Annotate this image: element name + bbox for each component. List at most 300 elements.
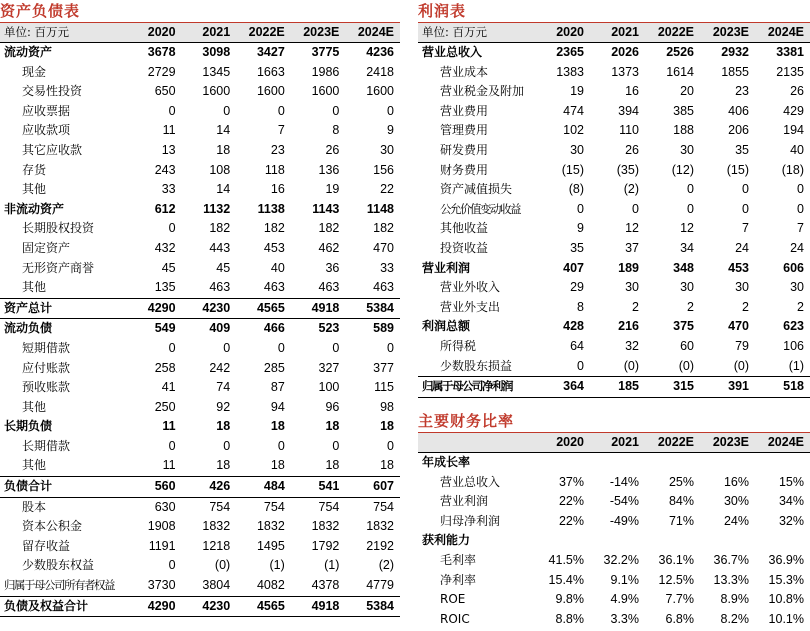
cell-value: 12 bbox=[680, 221, 694, 236]
cell-value: 106 bbox=[783, 338, 804, 353]
cell-value: 1855 bbox=[721, 64, 749, 79]
row-label: 公允价值变动收益 bbox=[440, 201, 520, 216]
row-label: 其他 bbox=[22, 280, 47, 295]
row-label: 其他收益 bbox=[440, 221, 489, 236]
cell-value: 2365 bbox=[556, 45, 584, 59]
table-row bbox=[418, 610, 810, 630]
cell-value: 2729 bbox=[147, 64, 176, 79]
table-row bbox=[0, 219, 400, 239]
cell-value: 0 bbox=[387, 103, 394, 118]
table-row bbox=[0, 63, 400, 83]
table-row bbox=[0, 417, 400, 437]
table-row bbox=[0, 239, 400, 259]
cell-value: 4290 bbox=[127, 298, 182, 319]
cell-value: 15.3% bbox=[768, 572, 804, 587]
row-label: 毛利率 bbox=[440, 552, 477, 567]
cell-value bbox=[590, 453, 645, 473]
table-row bbox=[418, 82, 810, 102]
unit-label: 单位: 百万元 bbox=[0, 23, 127, 43]
row-label: 长期负债 bbox=[4, 419, 53, 434]
cell-value: 3.3% bbox=[610, 611, 639, 626]
cell-value: (1) bbox=[788, 358, 804, 373]
table-row bbox=[0, 161, 400, 181]
cell-value: (1) bbox=[324, 558, 340, 573]
cell-value: 463 bbox=[263, 280, 285, 295]
cell-value: 4230 bbox=[182, 298, 237, 319]
cell-value: 0 bbox=[277, 103, 285, 118]
cell-value: 136 bbox=[318, 162, 340, 177]
cell-value: 40 bbox=[270, 260, 285, 275]
cell-value: 1832 bbox=[256, 519, 285, 534]
row-label: 应收款项 bbox=[22, 123, 71, 138]
cell-value: 24 bbox=[790, 240, 804, 255]
year-header: 2024E bbox=[755, 23, 810, 43]
balance-sheet-title: 资产负债表 bbox=[0, 0, 400, 23]
cell-value: 0 bbox=[168, 438, 176, 453]
row-label: 管理费用 bbox=[440, 123, 489, 138]
cell-value: 115 bbox=[374, 380, 394, 395]
cell-value: (2) bbox=[378, 558, 394, 573]
cell-value: 11 bbox=[162, 419, 176, 434]
table-row bbox=[0, 537, 400, 557]
cell-value: 26 bbox=[325, 142, 340, 157]
row-label: 应收票据 bbox=[22, 103, 71, 118]
cell-value: (12) bbox=[671, 162, 694, 177]
year-header: 2023E bbox=[700, 23, 755, 43]
row-label: 流动负债 bbox=[0, 319, 127, 339]
cell-value: 8.2% bbox=[720, 611, 749, 626]
financial-ratios-header-row bbox=[418, 433, 810, 453]
table-row bbox=[0, 497, 400, 517]
cell-value: 9 bbox=[577, 221, 584, 236]
row-label: 股本 bbox=[0, 497, 127, 517]
cell-value: 470 bbox=[728, 319, 749, 334]
cell-value: 16% bbox=[723, 474, 749, 489]
cell-value bbox=[645, 453, 700, 473]
row-label: 营业外收入 bbox=[440, 280, 501, 295]
cell-value: 0 bbox=[332, 103, 340, 118]
cell-value: (15) bbox=[726, 162, 749, 177]
cell-value: 0 bbox=[223, 340, 231, 355]
cell-value: 1986 bbox=[311, 64, 340, 79]
cell-value: 36.7% bbox=[713, 552, 749, 567]
cell-value: 2418 bbox=[366, 64, 394, 79]
cell-value: 443 bbox=[209, 240, 231, 255]
cell-value: 0 bbox=[387, 438, 394, 453]
cell-value: -54% bbox=[609, 494, 639, 509]
financial-ratios-panel bbox=[418, 410, 810, 629]
cell-value: 4378 bbox=[311, 578, 340, 593]
cell-value: 4565 bbox=[236, 298, 291, 319]
cell-value: 377 bbox=[373, 360, 394, 375]
cell-value: 375 bbox=[673, 319, 694, 334]
cell-value: 20 bbox=[680, 84, 694, 99]
cell-value: 4236 bbox=[366, 45, 394, 59]
cell-value: 79 bbox=[735, 338, 749, 353]
table-row bbox=[0, 298, 400, 319]
cell-value: 36 bbox=[325, 260, 340, 275]
cell-value: 541 bbox=[291, 477, 346, 498]
cell-value bbox=[755, 531, 810, 551]
table-row bbox=[418, 63, 810, 83]
cell-value: 3804 bbox=[202, 578, 231, 593]
cell-value: 23 bbox=[270, 142, 285, 157]
cell-value: 19 bbox=[570, 84, 584, 99]
row-label: 无形资产商誉 bbox=[22, 260, 95, 275]
cell-value: (8) bbox=[568, 182, 584, 197]
cell-value: 26 bbox=[625, 142, 639, 157]
cell-value: 25% bbox=[668, 474, 694, 489]
cell-value: 0 bbox=[332, 438, 340, 453]
year-header: 2022E bbox=[645, 23, 700, 43]
row-label: 营业外支出 bbox=[440, 299, 501, 314]
cell-value: 18 bbox=[380, 458, 394, 473]
cell-value: 10.8% bbox=[768, 592, 804, 607]
cell-value: 630 bbox=[127, 497, 182, 517]
cell-value: (1) bbox=[269, 558, 285, 573]
cell-value: 0 bbox=[168, 558, 176, 573]
cell-value bbox=[535, 453, 590, 473]
cell-value: 0 bbox=[168, 340, 176, 355]
cell-value: 1600 bbox=[202, 84, 231, 99]
cell-value: 4082 bbox=[256, 578, 285, 593]
cell-value: 1792 bbox=[311, 538, 340, 553]
table-row bbox=[0, 339, 400, 359]
cell-value: (35) bbox=[616, 162, 639, 177]
cell-value: 24% bbox=[723, 513, 749, 528]
row-label: 应付账款 bbox=[22, 360, 71, 375]
cell-value bbox=[700, 531, 755, 551]
cell-value: 18 bbox=[380, 419, 394, 434]
cell-value: 549 bbox=[127, 319, 182, 339]
row-label: 预收账款 bbox=[22, 380, 71, 395]
cell-value: 26 bbox=[790, 84, 804, 99]
cell-value: 8 bbox=[332, 123, 340, 138]
cell-value: 7 bbox=[277, 123, 285, 138]
cell-value: 30 bbox=[680, 280, 694, 295]
cell-value: 37% bbox=[558, 474, 584, 489]
cell-value: 1832 bbox=[366, 519, 394, 534]
row-label: 归属于母公司净利润 bbox=[418, 377, 535, 398]
cell-value: 100 bbox=[318, 380, 340, 395]
cell-value: 1832 bbox=[202, 519, 231, 534]
row-label: 净利率 bbox=[440, 572, 477, 587]
cell-value: 1614 bbox=[666, 64, 694, 79]
table-row bbox=[0, 180, 400, 200]
cell-value: 0 bbox=[168, 103, 176, 118]
cell-value: 606 bbox=[783, 260, 804, 275]
cell-value: 0 bbox=[332, 340, 340, 355]
row-label: 资本公积金 bbox=[22, 519, 83, 534]
table-row bbox=[418, 121, 810, 141]
year-header: 2020 bbox=[535, 433, 590, 453]
income-statement-panel bbox=[418, 0, 810, 398]
cell-value: 2 bbox=[632, 299, 639, 314]
table-row bbox=[418, 571, 810, 591]
cell-value: 0 bbox=[742, 182, 749, 197]
income-statement-table bbox=[418, 23, 810, 398]
row-label: ROIC bbox=[440, 611, 470, 626]
cell-value: 364 bbox=[535, 377, 590, 398]
cell-value: 11 bbox=[162, 458, 176, 473]
balance-sheet-header-row bbox=[0, 23, 400, 43]
cell-value: 0 bbox=[277, 340, 285, 355]
table-row bbox=[418, 298, 810, 318]
cell-value bbox=[590, 531, 645, 551]
row-label: 归母净利润 bbox=[440, 513, 501, 528]
row-label: 短期借款 bbox=[22, 340, 71, 355]
cell-value: 242 bbox=[209, 360, 231, 375]
cell-value: 7 bbox=[742, 221, 749, 236]
year-header: 2020 bbox=[535, 23, 590, 43]
cell-value: 30% bbox=[723, 494, 749, 509]
cell-value: 4918 bbox=[291, 596, 346, 617]
cell-value: 5384 bbox=[345, 298, 400, 319]
cell-value: 32 bbox=[625, 338, 639, 353]
table-row bbox=[0, 477, 400, 498]
cell-value: 466 bbox=[236, 319, 291, 339]
row-label: 营业总收入 bbox=[440, 474, 501, 489]
cell-value: 22 bbox=[380, 182, 394, 197]
cell-value: 463 bbox=[318, 280, 340, 295]
table-row bbox=[0, 437, 400, 457]
cell-value: 30 bbox=[380, 142, 394, 157]
cell-value: 108 bbox=[209, 162, 231, 177]
cell-value: 429 bbox=[783, 103, 804, 118]
balance-sheet-panel bbox=[0, 0, 400, 617]
row-label: 交易性投资 bbox=[22, 84, 83, 99]
cell-value: 754 bbox=[345, 497, 400, 517]
cell-value: 36.9% bbox=[768, 552, 804, 567]
cell-value: 22% bbox=[558, 513, 584, 528]
header-blank bbox=[418, 433, 535, 453]
cell-value: 589 bbox=[345, 319, 400, 339]
cell-value: 1600 bbox=[311, 84, 340, 99]
cell-value: 3730 bbox=[147, 578, 176, 593]
cell-value: 2 bbox=[742, 299, 749, 314]
cell-value: 13 bbox=[161, 142, 176, 157]
cell-value: 37 bbox=[625, 240, 639, 255]
cell-value: 30 bbox=[790, 280, 804, 295]
cell-value: 623 bbox=[783, 319, 804, 334]
cell-value: 11 bbox=[162, 123, 176, 138]
row-label: 营业成本 bbox=[440, 64, 489, 79]
year-header: 2021 bbox=[590, 23, 645, 43]
cell-value: 7.7% bbox=[665, 592, 694, 607]
row-label: 营业利润 bbox=[422, 260, 471, 275]
cell-value: 2135 bbox=[776, 64, 804, 79]
cell-value: 1383 bbox=[556, 64, 584, 79]
cell-value: 432 bbox=[154, 240, 176, 255]
cell-value: 0 bbox=[168, 221, 176, 236]
table-row bbox=[418, 473, 810, 493]
row-label: 营业利润 bbox=[440, 494, 489, 509]
cell-value: 30 bbox=[570, 142, 584, 157]
unit-label: 单位: 百万元 bbox=[418, 23, 535, 43]
cell-value: 71% bbox=[668, 513, 694, 528]
cell-value: 33 bbox=[380, 260, 394, 275]
cell-value: 182 bbox=[263, 221, 285, 236]
table-row bbox=[0, 200, 400, 220]
year-header: 2023E bbox=[291, 23, 346, 43]
cell-value: 0 bbox=[632, 201, 639, 216]
cell-value: (0) bbox=[214, 558, 231, 573]
cell-value: 60 bbox=[680, 338, 694, 353]
table-row bbox=[0, 596, 400, 617]
table-row bbox=[418, 43, 810, 63]
cell-value: 35 bbox=[570, 240, 584, 255]
table-row bbox=[418, 453, 810, 473]
cell-value: 16 bbox=[270, 182, 285, 197]
cell-value: 250 bbox=[154, 399, 176, 414]
cell-value: 0 bbox=[687, 182, 694, 197]
cell-value: 1373 bbox=[611, 64, 639, 79]
cell-value: 2192 bbox=[366, 538, 394, 553]
cell-value: 110 bbox=[619, 123, 639, 138]
row-label: 营业费用 bbox=[440, 103, 489, 118]
year-header: 2021 bbox=[590, 433, 645, 453]
table-row bbox=[418, 219, 810, 239]
cell-value: 15.4% bbox=[548, 572, 584, 587]
cell-value: 0 bbox=[577, 201, 584, 216]
cell-value: 23 bbox=[735, 84, 749, 99]
cell-value: 118 bbox=[264, 162, 285, 177]
cell-value: 41.5% bbox=[548, 552, 584, 567]
cell-value: 34 bbox=[680, 240, 694, 255]
cell-value: 523 bbox=[291, 319, 346, 339]
year-header: 2024E bbox=[345, 23, 400, 43]
cell-value: 10.1% bbox=[768, 611, 804, 626]
cell-value: 94 bbox=[270, 399, 285, 414]
cell-value: 13.3% bbox=[713, 572, 749, 587]
cell-value: 3678 bbox=[147, 45, 176, 59]
cell-value: 36.1% bbox=[658, 552, 694, 567]
table-row bbox=[418, 102, 810, 122]
cell-value: 3427 bbox=[256, 45, 285, 59]
cell-value: 407 bbox=[563, 260, 584, 275]
cell-value: 32% bbox=[778, 513, 804, 528]
row-label: 负债及权益合计 bbox=[0, 596, 127, 617]
row-label: 非流动资产 bbox=[4, 201, 65, 216]
cell-value: 5384 bbox=[345, 596, 400, 617]
cell-value: 6.8% bbox=[665, 611, 694, 626]
cell-value: 754 bbox=[236, 497, 291, 517]
year-header: 2023E bbox=[700, 433, 755, 453]
row-label: 其他 bbox=[22, 458, 47, 473]
cell-value: 1143 bbox=[312, 201, 340, 216]
table-row bbox=[418, 512, 810, 532]
year-header: 2021 bbox=[182, 23, 237, 43]
cell-value: 188 bbox=[673, 123, 694, 138]
cell-value: (18) bbox=[781, 162, 804, 177]
table-row bbox=[0, 82, 400, 102]
cell-value: 182 bbox=[318, 221, 340, 236]
cell-value: 2 bbox=[797, 299, 804, 314]
cell-value: 285 bbox=[263, 360, 285, 375]
cell-value: 406 bbox=[728, 103, 749, 118]
table-row bbox=[0, 259, 400, 279]
table-row bbox=[0, 102, 400, 122]
cell-value: 2526 bbox=[666, 45, 694, 59]
year-header: 2024E bbox=[755, 433, 810, 453]
cell-value: 1600 bbox=[256, 84, 285, 99]
cell-value: 45 bbox=[216, 260, 231, 275]
cell-value: 9.1% bbox=[610, 572, 639, 587]
cell-value: 1138 bbox=[257, 201, 285, 216]
cell-value: 462 bbox=[318, 240, 340, 255]
table-row bbox=[0, 141, 400, 161]
cell-value: 348 bbox=[673, 260, 694, 275]
income-statement-header-row bbox=[418, 23, 810, 43]
row-label: 研发费用 bbox=[440, 142, 489, 157]
cell-value: 32.2% bbox=[603, 552, 639, 567]
cell-value: 463 bbox=[373, 280, 394, 295]
income-statement-title: 利润表 bbox=[418, 0, 810, 23]
cell-value: 463 bbox=[209, 280, 231, 295]
table-row bbox=[0, 517, 400, 537]
cell-value: 3775 bbox=[311, 45, 340, 59]
row-label: 财务费用 bbox=[440, 162, 489, 177]
cell-value: 182 bbox=[209, 221, 231, 236]
cell-value: 35 bbox=[735, 142, 749, 157]
cell-value: 8 bbox=[577, 299, 584, 314]
cell-value: 518 bbox=[755, 377, 810, 398]
cell-value bbox=[645, 531, 700, 551]
cell-value: 18 bbox=[216, 142, 231, 157]
cell-value: 0 bbox=[577, 358, 584, 373]
cell-value: 9 bbox=[387, 123, 394, 138]
cell-value: 18 bbox=[325, 458, 340, 473]
cell-value: 14 bbox=[216, 123, 231, 138]
balance-sheet-table bbox=[0, 23, 400, 617]
cell-value: 409 bbox=[182, 319, 237, 339]
table-row bbox=[418, 337, 810, 357]
cell-value: 4290 bbox=[127, 596, 182, 617]
cell-value: 315 bbox=[645, 377, 700, 398]
cell-value: 470 bbox=[373, 240, 394, 255]
row-label: 现金 bbox=[22, 64, 47, 79]
table-row bbox=[418, 590, 810, 610]
cell-value: 484 bbox=[236, 477, 291, 498]
cell-value: (0) bbox=[733, 358, 749, 373]
cell-value: 4779 bbox=[366, 578, 394, 593]
cell-value: 1345 bbox=[202, 64, 231, 79]
year-header: 2022E bbox=[645, 433, 700, 453]
cell-value: 453 bbox=[263, 240, 285, 255]
cell-value: 385 bbox=[673, 103, 694, 118]
cell-value: 4918 bbox=[291, 298, 346, 319]
cell-value: 92 bbox=[216, 399, 231, 414]
row-label: 投资收益 bbox=[440, 240, 489, 255]
cell-value: 0 bbox=[797, 201, 804, 216]
row-label: 少数股东损益 bbox=[440, 358, 513, 373]
cell-value: (0) bbox=[678, 358, 694, 373]
cell-value: 14 bbox=[216, 182, 231, 197]
table-row bbox=[418, 180, 810, 200]
financial-ratios-table bbox=[418, 433, 810, 629]
cell-value: 87 bbox=[270, 380, 285, 395]
cell-value: 19 bbox=[325, 182, 340, 197]
cell-value: 1191 bbox=[148, 538, 176, 553]
cell-value: 4565 bbox=[236, 596, 291, 617]
cell-value: 560 bbox=[127, 477, 182, 498]
cell-value: 96 bbox=[325, 399, 340, 414]
cell-value: 2 bbox=[687, 299, 694, 314]
cell-value: 189 bbox=[618, 260, 639, 275]
cell-value: 754 bbox=[291, 497, 346, 517]
cell-value: (0) bbox=[623, 358, 639, 373]
cell-value: 18 bbox=[270, 458, 285, 473]
